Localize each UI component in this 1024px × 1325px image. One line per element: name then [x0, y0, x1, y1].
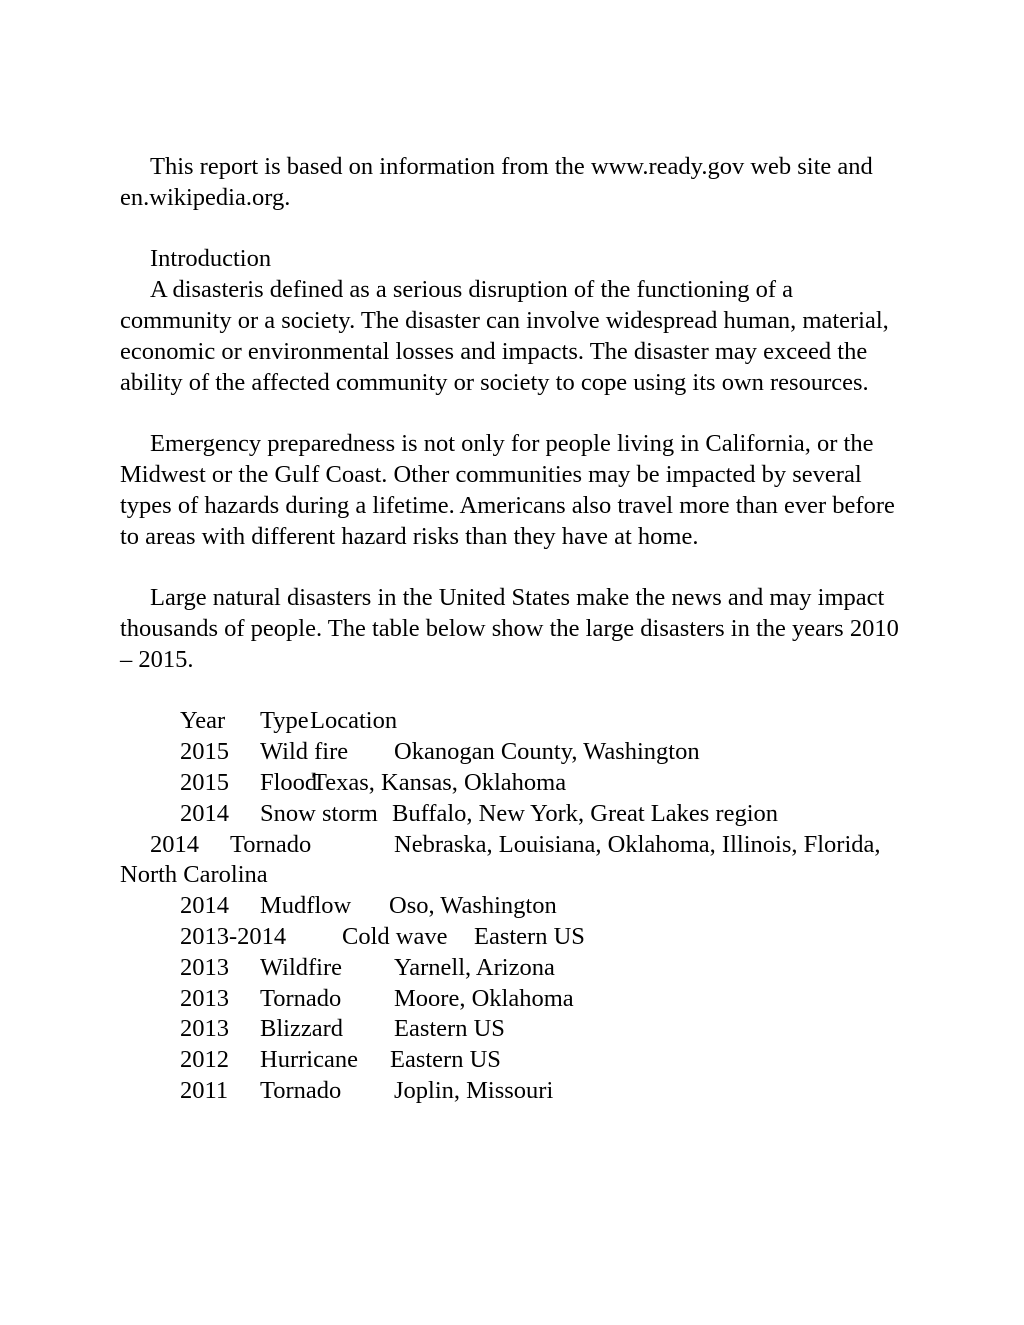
- row-location: Okanogan County, Washington: [394, 738, 700, 766]
- row-location: Eastern US: [394, 1015, 505, 1043]
- row-year: 2014: [180, 892, 229, 920]
- intro-paragraph: This report is based on information from the www.ready.gov web site and en.wikipedia.org.: [120, 153, 873, 211]
- table-row: [120, 799, 910, 830]
- row-location: Eastern US: [474, 922, 585, 950]
- row-type: Wildfire: [260, 953, 343, 981]
- table-row: [120, 830, 910, 892]
- table-row: [120, 737, 910, 768]
- table-row: [120, 984, 910, 1015]
- row-year: 2013: [180, 984, 229, 1012]
- table-header-row: [120, 706, 910, 737]
- paragraph-preparedness: Emergency preparedness is not only for people living in California, or the Midwest or the Gulf Coast. Other communities may be impacted by several types of hazards during a lifetime. Americans also travel more than ever before to areas with different hazard risks than they have at home.: [120, 430, 895, 550]
- spacer: [120, 398, 910, 429]
- header-location: Location: [310, 707, 398, 735]
- disaster-table: [120, 706, 910, 1106]
- row-type: Tornado: [230, 830, 312, 858]
- table-row: [120, 1076, 910, 1107]
- row-location: Eastern US: [390, 1046, 501, 1074]
- table-row: [120, 1014, 910, 1045]
- row-year: 2013: [180, 953, 229, 981]
- row-year: 2015: [180, 738, 229, 766]
- paragraph-definition: A disasteris defined as a serious disruption of the functioning of a community or a society. The disaster can involve widespread human, material, economic or environmental losses and impacts. The disaster may exceed the ability of the affected community or society to cope using its own resources.: [120, 276, 889, 396]
- row-year: 2013-2014: [180, 922, 287, 950]
- row-type: Mudflow: [260, 892, 352, 920]
- row-type: Flood: [260, 768, 318, 796]
- table-row: [120, 953, 910, 984]
- row-type: Hurricane: [260, 1046, 358, 1074]
- row-location: Joplin, Missouri: [394, 1076, 554, 1104]
- spacer: [120, 552, 910, 583]
- row-type: Blizzard: [260, 1015, 343, 1043]
- table-row: [120, 891, 910, 922]
- section-heading: Introduction: [150, 245, 272, 273]
- row-type: Wild fire: [260, 738, 349, 766]
- row-year: 2014: [150, 830, 199, 858]
- row-location: Oso, Washington: [389, 892, 557, 920]
- row-type: Cold wave: [342, 922, 448, 950]
- row-year: 2015: [180, 768, 229, 796]
- spacer: [120, 676, 910, 707]
- row-year: 2013: [180, 1015, 229, 1043]
- table-row: [120, 1045, 910, 1076]
- paragraph-large-disasters: Large natural disasters in the United States make the news and may impact thousands of people. The table below show the large disasters in the years 2010 – 2015.: [120, 584, 899, 673]
- document-page: [120, 152, 910, 1107]
- spacer: [120, 214, 910, 245]
- row-location: Buffalo, New York, Great Lakes region: [392, 799, 779, 827]
- table-row: [120, 768, 910, 799]
- table-row: [120, 922, 910, 953]
- row-type: Tornado: [260, 1076, 342, 1104]
- row-year: 2012: [180, 1046, 229, 1074]
- row-location: Texas, Kansas, Oklahoma: [312, 768, 567, 796]
- row-type: Tornado: [260, 984, 342, 1012]
- header-type: Type: [260, 707, 309, 735]
- row-year: 2011: [180, 1076, 229, 1104]
- header-year: Year: [180, 707, 226, 735]
- row-location: Yarnell, Arizona: [394, 953, 555, 981]
- row-year: 2014: [180, 799, 229, 827]
- row-type: Snow storm: [260, 799, 378, 827]
- row-location: Moore, Oklahoma: [394, 984, 574, 1012]
- row-location: Nebraska, Louisiana, Oklahoma, Illinois, Florida, North Carolina: [120, 830, 881, 889]
